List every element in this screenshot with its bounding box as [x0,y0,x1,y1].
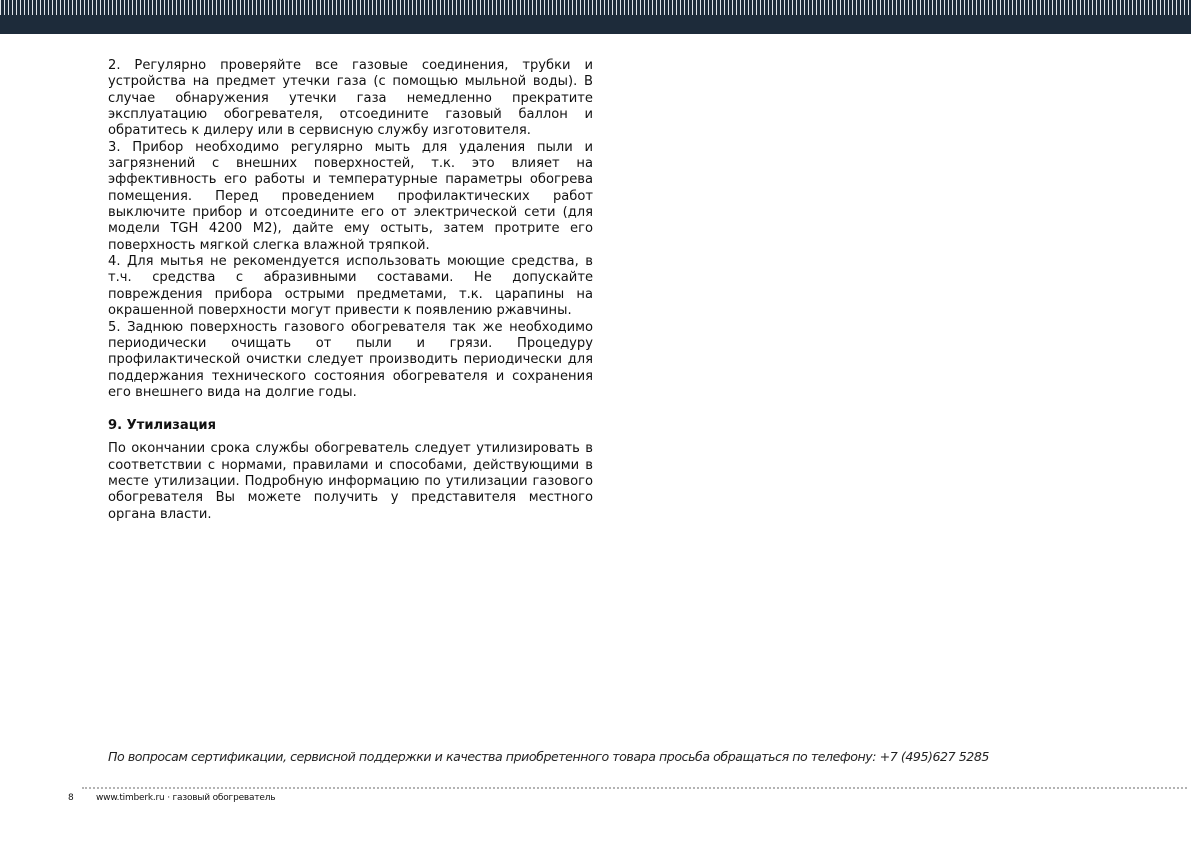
paragraph-item-3: 3. Прибор необходимо регулярно мыть для удаления пыли и загрязнений с внешних поверхностей, т.к. это влияет на эффективность его работы и температурные параметры обогрева помещения. Перед проведением профилактических работ выключите прибор и отсоедините его от электрической сети (для модели TGH 4200 M2), дайте ему остыть, затем протрите его поверхность мягкой слегка влажной тряпкой. [108,139,593,253]
section-body: По окончании срока службы обогреватель следует утилизировать в соответствии с нормами, правилами и способами, действующими в месте утилизации. Подробную информацию по утилизации газового обогревателя Вы можете получить у представителя местного органа власти. [108,441,593,522]
paragraph-item-2: 2. Регулярно проверяйте все газовые соединения, трубки и устройства на предмет утечки газа (с помощью мыльной воды). В случае обнаружения утечки газа немедленно прекратите эксплуатацию обогревателя, отсоедините газовый баллон и обратитесь к дилеру или в сервисную службу изготовителя. [108,58,593,139]
main-content [108,58,593,523]
section-heading: 9. Утилизация [108,418,216,434]
paragraph-item-4: 4. Для мытья не рекомендуется использовать моющие средства, в т.ч. средства с абразивными составами. Не допускайте повреждения прибора острыми предметами, т.к. царапины на окрашенной поверхности могут привести к появлению ржавчины. [108,254,593,319]
footer-divider [82,787,1187,789]
paragraph-item-5: 5. Заднюю поверхность газового обогревателя так же необходимо периодически очищать от пыли и грязи. Процедуру профилактической очистки следует производить периодически для поддержания технического состояния обогревателя и сохранения его внешнего вида на долгие годы. [108,319,593,400]
page-number: 8 [68,793,74,803]
header-stripes [0,0,1191,15]
footer-text: www.timberk.ru · газовый обогреватель [96,793,276,803]
contact-line: По вопросам сертификации, сервисной поддержки и качества приобретенного товара просьба обращаться по телефону: +7 (495)627 5285 [108,749,989,764]
header-band [0,0,1191,34]
